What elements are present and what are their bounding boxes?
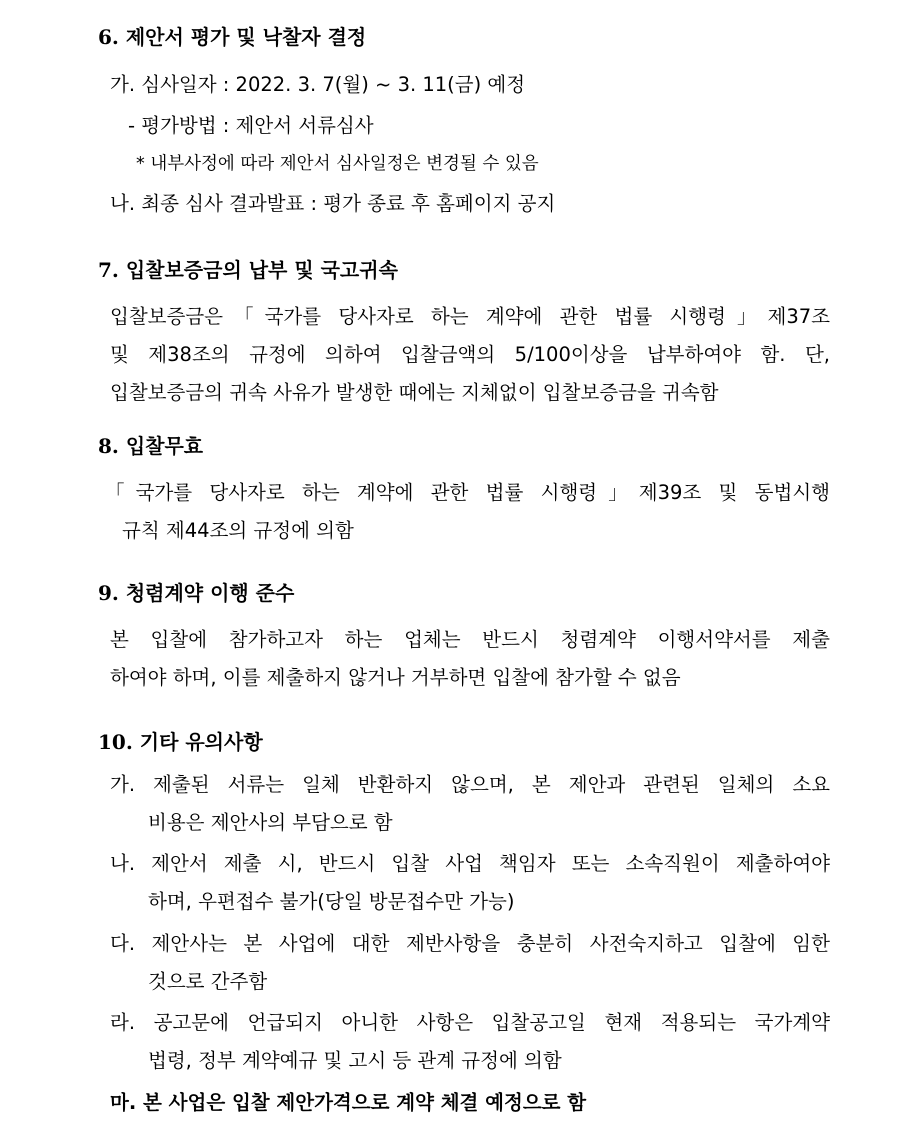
section-8-line: 규칙 제44조의 규정에 의함 [122, 519, 354, 542]
section-10-final-item: 마. 본 사업은 입찰 제안가격으로 계약 체결 예정으로 함 [110, 1091, 587, 1114]
section-10-item-line: 비용은 제안사의 부담으로 함 [148, 811, 393, 834]
section-7-heading: 7. 입찰보증금의 납부 및 국고귀속 [98, 258, 398, 282]
section-6-evaluation-method: - 평가방법 : 제안서 서류심사 [128, 114, 374, 137]
section-7-line: 입찰보증금은「국가를 당사자로 하는 계약에 관한 법률 시행령」제37조 [110, 305, 830, 328]
section-7-line: 및 제38조의 규정에 의하여 입찰금액의 5/100이상을 납부하여야 함. 단, [110, 343, 830, 366]
section-9-line: 하여야 하며, 이를 제출하지 않거나 거부하면 입찰에 참가할 수 없음 [110, 666, 681, 689]
section-10-item-line: 다. 제안사는 본 사업에 대한 제반사항을 충분히 사전숙지하고 입찰에 임한 [110, 932, 830, 955]
section-6-item-b: 나. 최종 심사 결과발표 : 평가 종료 후 홈페이지 공지 [110, 192, 556, 215]
section-8-heading: 8. 입찰무효 [98, 434, 204, 458]
section-10-item-line: 법령, 정부 계약예규 및 고시 등 관계 규정에 의함 [148, 1049, 562, 1072]
section-10-item-line: 라. 공고문에 언급되지 아니한 사항은 입찰공고일 현재 적용되는 국가계약 [110, 1011, 830, 1034]
section-6-note: * 내부사정에 따라 제안서 심사일정은 변경될 수 있음 [136, 154, 539, 174]
section-9-line: 본 입찰에 참가하고자 하는 업체는 반드시 청렴계약 이행서약서를 제출 [110, 628, 830, 651]
section-6-item-a: 가. 심사일자 : 2022. 3. 7(월) ~ 3. 11(금) 예정 [110, 73, 526, 96]
section-10-item-line: 것으로 간주함 [148, 970, 268, 993]
section-10-item-line: 가. 제출된 서류는 일체 반환하지 않으며, 본 제안과 관련된 일체의 소요 [110, 773, 830, 796]
section-8-line: 「국가를 당사자로 하는 계약에 관한 법률 시행령」제39조 및 동법시행 [105, 481, 830, 504]
section-10-item-line: 나. 제안서 제출 시, 반드시 입찰 사업 책임자 또는 소속직원이 제출하여야 [110, 852, 830, 875]
section-6-heading: 6. 제안서 평가 및 낙찰자 결정 [98, 25, 367, 49]
section-9-heading: 9. 청렴계약 이행 준수 [98, 581, 295, 605]
section-10-heading: 10. 기타 유의사항 [98, 730, 263, 754]
section-10-item-line: 하며, 우편접수 불가(당일 방문접수만 가능) [148, 890, 515, 913]
section-7-line: 입찰보증금의 귀속 사유가 발생한 때에는 지체없이 입찰보증금을 귀속함 [110, 381, 719, 404]
